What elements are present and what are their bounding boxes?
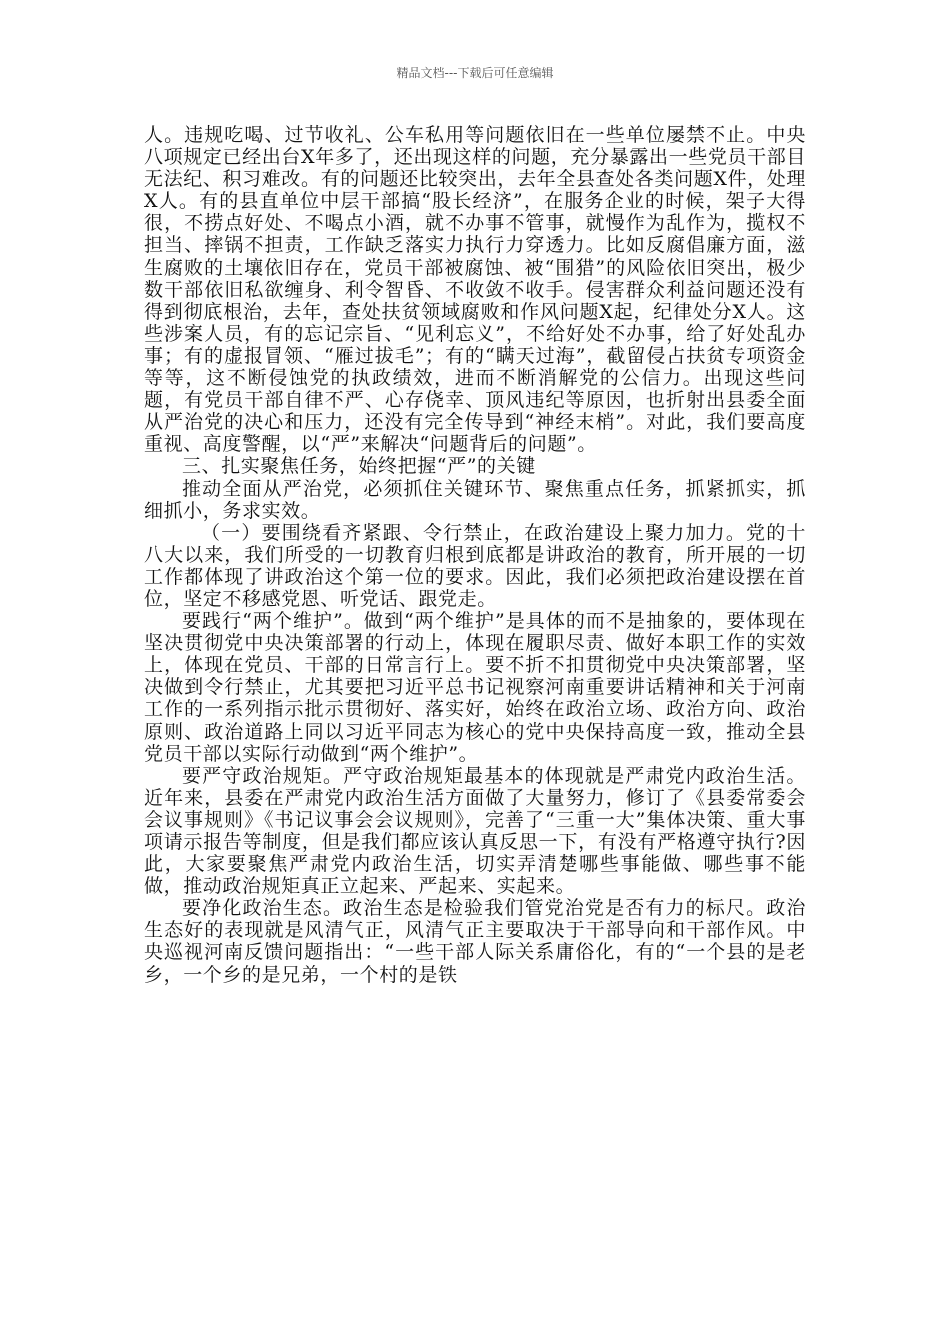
section-heading: 三、扎实聚焦任务，始终把握“严”的关键 xyxy=(182,455,536,478)
paragraph: 人。违规吃喝、过节收礼、公车私用等问题依旧在一些单位屡禁不止。中央八项规定已经出台X年多了，还出现这样的问题，充分暴露出一些党员干部目无法纪、积习难改。有的问题还比较突出，去年全县查处各类问题X件，处理X人。有的县直单位中层干部搞“股长经济”，在服务企业的时候，架子大得很，不捞点好处、不喝点小酒，就不办事不管事，就慢作为乱作为，揽权不担当、摔锅不担责，工作缺乏落实力执行力穿透力。比如反腐倡廉方面，滋生腐败的土壤依旧存在，党员干部被腐蚀、被“围猎”的风险依旧突出，极少数干部依旧私欲缠身、利令智昏、不收敛不收手。侵害群众利益问题还没有得到彻底根治，去年，查处扶贫领域腐败和作风问题X起，纪律处分X人。这些涉案人员，有的忘记宗旨、“见利忘义”，不给好处不办事，给了好处乱办事；有的虚报冒领、“雁过拔毛”；有的“瞒天过海”，截留侵占扶贫专项资金等等，这不断侵蚀党的执政绩效，进而不断消解党的公信力。出现这些问题，有党员干部自律不严、心存侥幸、顶风违纪等原因，也折射出县委全面从严治党的决心和压力，还没有完全传导到“神经末梢”。对此，我们要高度重视、高度警醒，以“严”来解决“问题背后的问题”。 xyxy=(144,124,806,456)
paragraph: 要净化政治生态。政治生态是检验我们管党治党是否有力的标尺。政治生态好的表现就是风清气正，风清气正主要取决于干部导向和干部作风。中央巡视河南反馈问题指出：“一些干部人际关系庸俗化，有的“一个县的是老乡，一个乡的是兄弟，一个村的是铁 xyxy=(144,897,806,986)
paragraph: 要践行“两个维护”。做到“两个维护”是具体的而不是抽象的，要体现在坚决贯彻党中央决策部署的行动上，体现在履职尽责、做好本职工作的实效上，体现在党员、干部的日常言行上。要不折不扣贯彻党中央决策部署，坚决做到令行禁止，尤其要把习近平总书记视察河南重要讲话精神和关于河南工作的一系列指示批示贯彻好、落实好，始终在政治立场、政治方向、政治原则、政治道路上同以习近平同志为核心的党中央保持高度一致，推动全县党员干部以实际行动做到“两个维护”。 xyxy=(144,610,806,765)
document-body xyxy=(144,124,806,986)
paragraph: 要严守政治规矩。严守政治规矩最基本的体现就是严肃党内政治生活。近年来，县委在严肃党内政治生活方面做了大量努力，修订了《县委常委会会议事规则》《书记议事会会议规则》，完善了“三重一大”集体决策、重大事项请示报告等制度，但是我们都应该认真反思一下，有没有严格遵守执行?因此，大家要聚焦严肃党内政治生活，切实弄清楚哪些事能做、哪些事不能做，推动政治规矩真正立起来、严起来、实起来。 xyxy=(144,764,806,898)
subsection-paragraph: （一）要围绕看齐紧跟、令行禁止，在政治建设上聚力加力。党的十八大以来，我们所受的一切教育归根到底都是讲政治的教育，所开展的一切工作都体现了讲政治这个第一位的要求。因此，我们必须把政治建设摆在首位，坚定不移感党恩、听党话、跟党走。 xyxy=(144,521,806,610)
paragraph: 推动全面从严治党，必须抓住关键环节、聚焦重点任务，抓紧抓实，抓细抓小，务求实效。 xyxy=(144,477,806,522)
page-header: 精品文档---下载后可任意编辑 xyxy=(396,66,554,80)
